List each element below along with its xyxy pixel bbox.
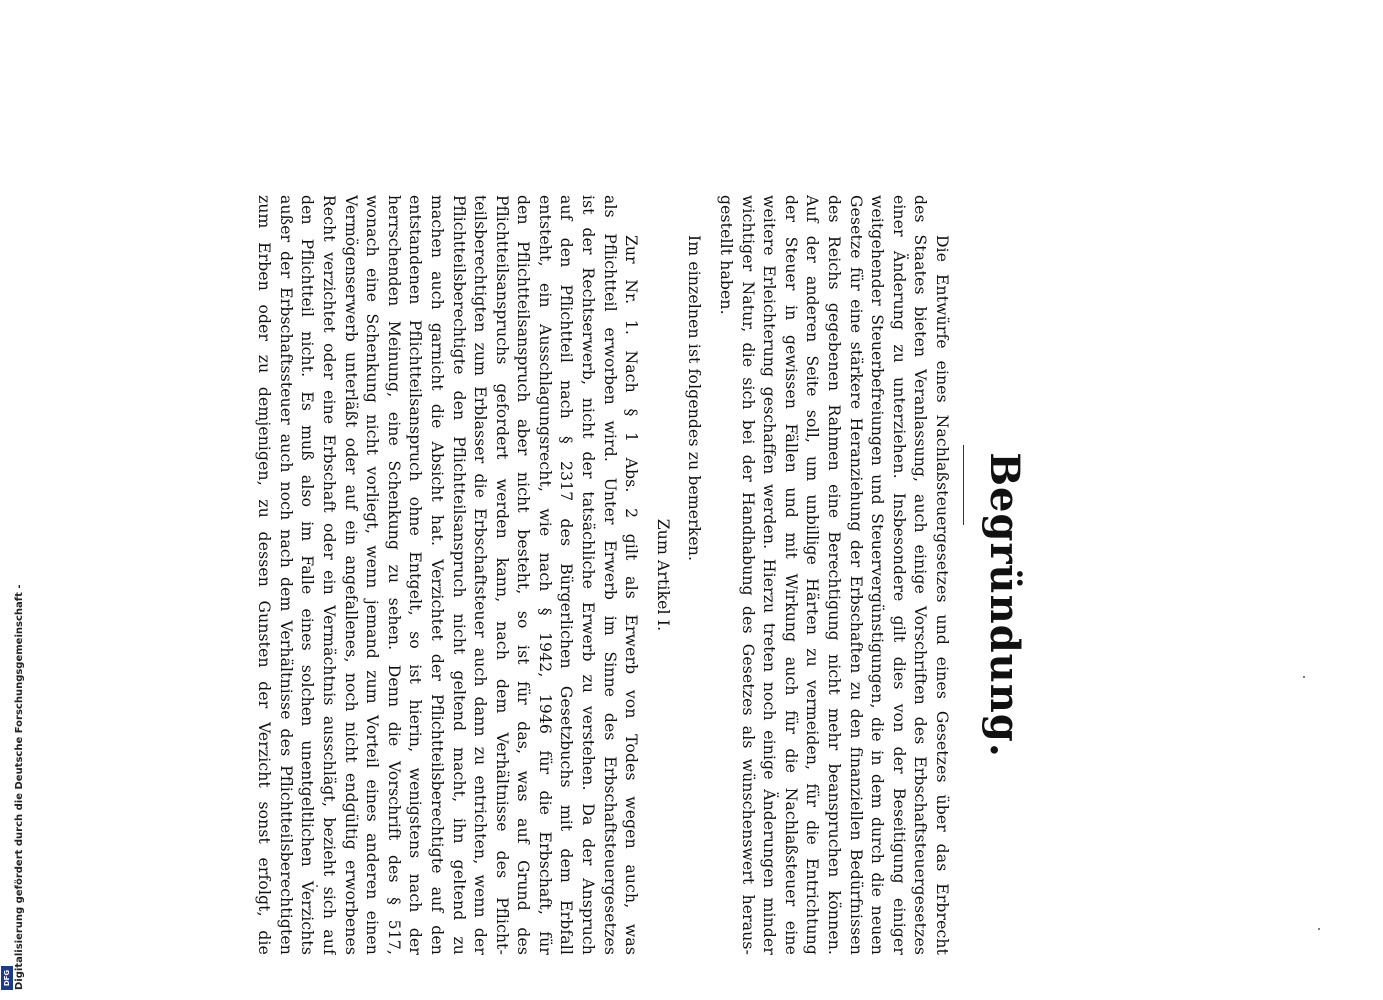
text-line: Zum Artikel I.	[653, 518, 672, 632]
text-line: des Reichs gegebenen Rahmen eine Berechtigung nicht mehr beanspruchen können.	[825, 195, 844, 955]
text-line: weitere Erleichterung geschaffen werden. Hierzu treten noch einige Änderungen minder	[760, 195, 779, 955]
text-line: teilsberechtigten zum Erblasser die Erbschaftsteuer auch dann zu entrichten, wenn der	[471, 195, 490, 955]
text-line: zum Erben oder zu demjenigen, zu dessen Gunsten der Verzicht sonst erfolgt, die	[255, 195, 274, 955]
text-line: außer der Erbschaftssteuer auch noch nach dem Verhältnisse des Pflichtteilsberechtigten	[276, 195, 295, 955]
paragraph-spacer	[704, 195, 714, 955]
paragraph-intro	[714, 195, 952, 955]
page-title: Begründung.	[981, 452, 1028, 758]
footer-credit: Digitalisierung gefördert durch die Deutsche Forschungsgemeinschaft -	[14, 584, 25, 990]
paragraph-nr1	[253, 195, 642, 955]
text-line: machen auch garnicht die Absicht hat. Verzichtet der Pflichtteilsberechtigte auf den	[427, 195, 446, 955]
text-line: gestellt haben.	[717, 195, 736, 315]
text-line: auf den Pflichtteil nach § 2317 des Bürgerlichen Gesetzbuchs mit dem Erbfall	[557, 195, 576, 955]
text-line: Im einzelnen ist folgendes zu bemerken.	[685, 235, 704, 562]
paragraph-spacer	[673, 195, 683, 955]
title-divider	[963, 445, 964, 525]
document-body	[253, 195, 952, 955]
dfg-logo-icon	[1, 966, 13, 990]
paragraph-heading-art1	[651, 195, 673, 955]
text-line: herrschenden Meinung, eine Schenkung zu sehen. Denn die Vorschrift des § 517,	[384, 195, 403, 955]
text-line: wonach eine Schenkung nicht vorliegt, wenn jemand zum Vorteil eines anderen einen	[363, 195, 382, 955]
digitization-footer	[0, 0, 25, 1000]
text-line: Die Entwürfe eines Nachlaßsteuergesetzes und eines Gesetzes über das Erbrecht	[933, 235, 951, 955]
text-line: wichtiger Natur, die sich bei der Handhabung des Gesetzes als wünschenswert heraus-	[738, 195, 757, 955]
scan-speck	[316, 885, 318, 887]
text-line: Auf der anderen Seite soll, um unbillige Härten zu vermeiden, für die Entrichtung	[803, 195, 822, 955]
text-line: entsteht, ein Ausschlagungsrecht, wie nach § 1942, 1946 für die Erbschaft, für	[535, 195, 554, 955]
text-line: ist der Rechtserwerb, nicht der tatsächliche Erwerb zu verstehen. Da der Anspruch	[579, 195, 598, 955]
text-line: weitgehender Steuerbefreiungen und Steuervergünstigungen, die in dem durch die neuen	[868, 195, 887, 955]
paragraph-spacer	[641, 195, 651, 955]
text-line: entstandenen Pflichtteilsanspruch ohne Entgelt, so ist hierin, wenigstens nach der	[406, 195, 425, 955]
text-line: Gesetze für eine stärkere Heranziehung der Erbschaften zu den finanziellen Bedürfnissen	[846, 195, 865, 955]
text-line: Recht verzichtet oder eine Erbschaft oder ein Vermächtnis ausschlägt, bezieht sich auf	[319, 195, 338, 955]
scan-speck	[1303, 676, 1305, 678]
text-line: Pflichtteilsanspruchs gefordert werden kann, nach dem Verhältnisse des Pflicht-	[492, 195, 511, 955]
text-line: des Staates bieten Veranlassung, auch einige Vorschriften des Erbschaftsteuergesetzes	[911, 195, 930, 955]
text-line: als Pflichtteil erworben wird. Unter Erwerb im Sinne des Erbschaftsteuergesetzes	[600, 195, 619, 955]
text-line: den Pflichtteilsanspruch aber nicht besteht, so ist für das, was auf Grund des	[514, 195, 533, 955]
text-line: Vermögenserwerb unterläßt oder auf ein angefallenes, noch nicht endgültig erworbenes	[341, 195, 360, 955]
text-line: Pflichtteilsberechtigte den Pflichtteilsanspruch nicht geltend macht, ihn geltend zu	[449, 195, 468, 955]
paragraph-einzelnen	[683, 195, 705, 955]
document-page	[140, 195, 1030, 955]
text-line: der Steuer in gewissen Fällen und mit Wirkung auch für die Nachlaßsteuer eine	[781, 195, 800, 955]
text-line: einer Änderung zu unterziehen. Insbesondere gilt dies von der Beseitigung einiger	[889, 195, 908, 955]
text-line: Zur Nr. 1. Nach § 1 Abs. 2 gilt als Erwerb von Todes wegen auch, was	[622, 235, 641, 955]
dfg-logo-text: DFG	[3, 969, 11, 987]
scan-speck	[1318, 928, 1320, 930]
text-line: den Pflichtteil nicht. Es muß also im Falle eines solchen unentgeltlichen Verzichts	[298, 195, 317, 955]
